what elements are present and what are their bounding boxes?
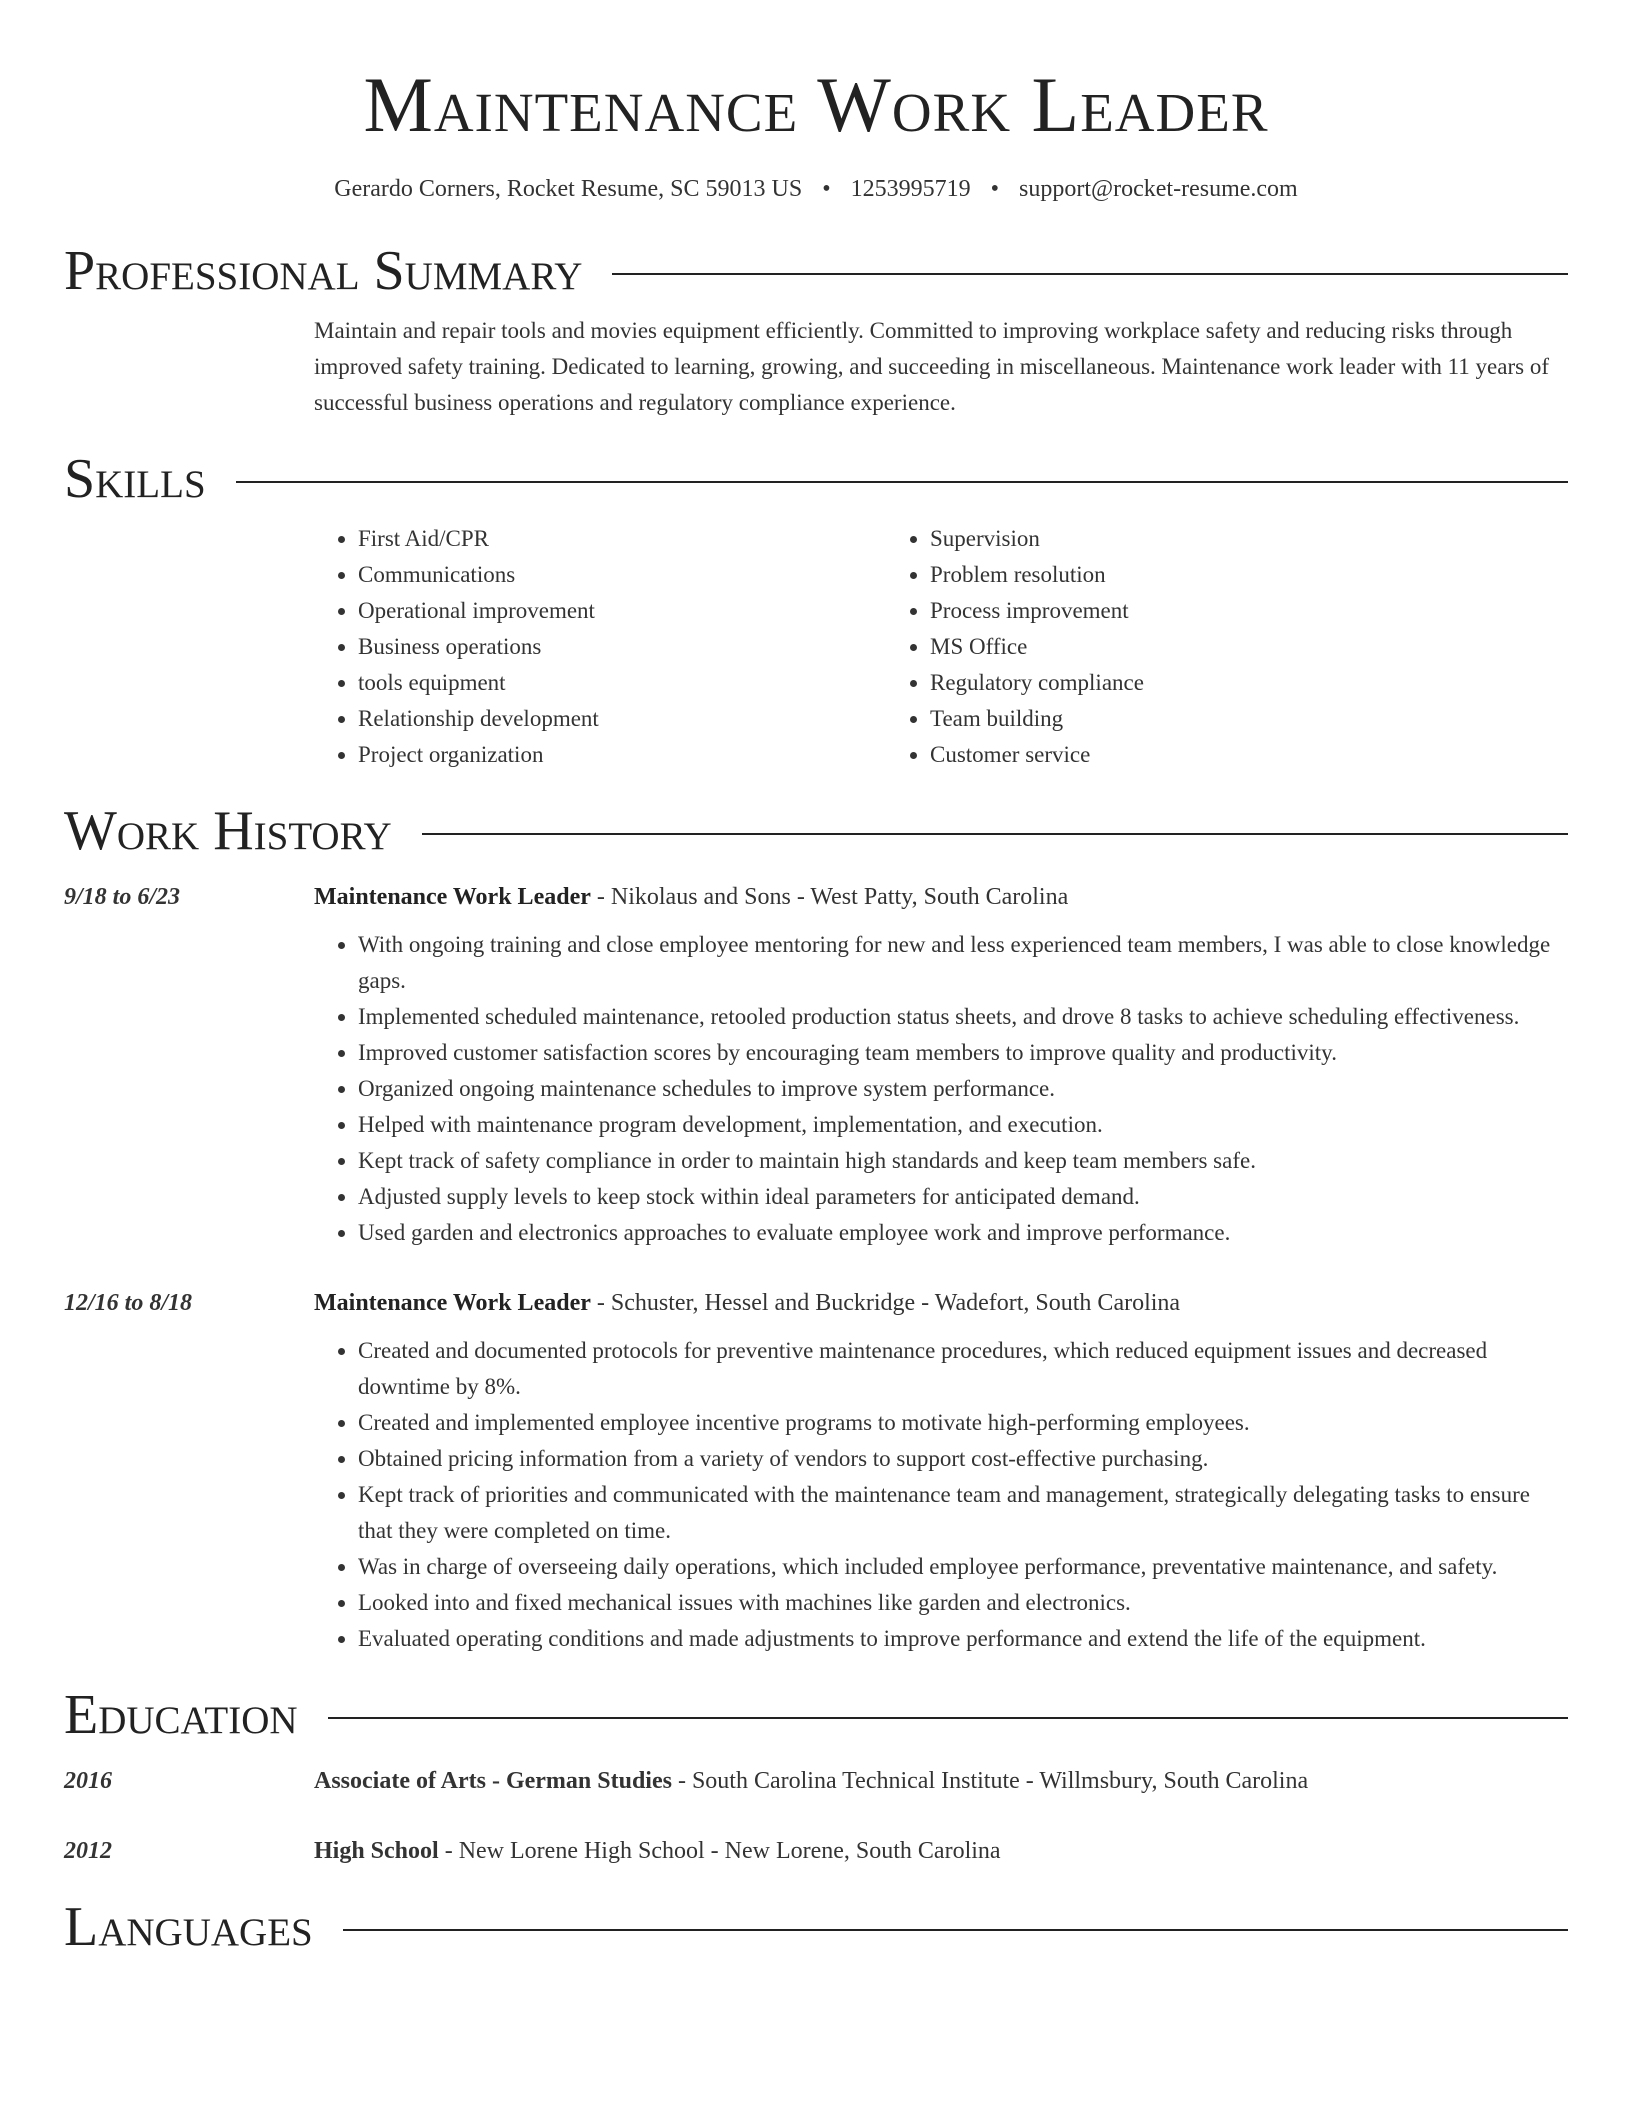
skills-list [314, 521, 1568, 773]
job-bullet: • Looked into and fixed mechanical issues with machines like garden and electronics. [358, 1585, 1568, 1621]
education-section-header [64, 1684, 1568, 1746]
contact-line [64, 176, 1568, 203]
job-bullet: • Organized ongoing maintenance schedules to improve system performance. [358, 1071, 1568, 1107]
summary-heading: Professional Summary [64, 240, 583, 302]
contact-email: support@rocket-resume.com [1019, 176, 1298, 202]
education-year: 2012 [64, 1838, 112, 1864]
education-details: - New Lorene High School - New Lorene, South Carolina [438, 1838, 1001, 1864]
job-title: Maintenance Work Leader [314, 884, 591, 910]
skill-item: • Supervision [930, 521, 1144, 557]
skill-item: • Problem resolution [930, 557, 1144, 593]
education-heading: Education [64, 1684, 298, 1746]
skill-item: • Project organization [358, 737, 886, 773]
resume-name: Maintenance Work Leader [363, 61, 1269, 148]
job-bullet: • Obtained pricing information from a variety of vendors to support cost-effective purchasing. [358, 1441, 1568, 1477]
skill-item: • Process improvement [930, 593, 1144, 629]
skill-item: • Operational improvement [358, 593, 886, 629]
education-degree: Associate of Arts - German Studies [314, 1768, 672, 1794]
job-bullet: • With ongoing training and close employee mentoring for new and less experienced team members, I was able to close knowledge gaps. [358, 927, 1568, 999]
skill-item: • Business operations [358, 629, 886, 665]
job-bullet: • Evaluated operating conditions and made adjustments to improve performance and extend the life of the equipment. [358, 1621, 1568, 1657]
job-bullet: • Created and implemented employee incentive programs to motivate high-performing employees. [358, 1405, 1568, 1441]
section-divider [343, 1929, 1568, 1931]
job-bullet: • Created and documented protocols for preventive maintenance procedures, which reduced equipment issues and decreased downtime by 8%. [358, 1333, 1568, 1405]
work-heading: Work History [64, 800, 392, 862]
skill-item: • First Aid/CPR [358, 521, 886, 557]
contact-separator: • [990, 176, 1000, 202]
skills-column-1 [314, 521, 886, 773]
skills-heading: Skills [64, 448, 206, 510]
job-bullet: • Kept track of priorities and communicated with the maintenance team and management, strategically delegating tasks to ensure that they were completed on time. [358, 1477, 1568, 1549]
section-divider [422, 833, 1568, 835]
skill-item: • Regulatory compliance [930, 665, 1144, 701]
education-year: 2016 [64, 1768, 112, 1794]
work-section-header [64, 800, 1568, 862]
languages-heading: Languages [64, 1896, 313, 1958]
skill-item: • Communications [358, 557, 886, 593]
education-header [314, 1763, 1308, 1799]
job-dates: 12/16 to 8/18 [64, 1290, 193, 1316]
job-bullet: • Improved customer satisfaction scores by encouraging team members to improve quality and productivity. [358, 1035, 1568, 1071]
education-entry [64, 1833, 1568, 1869]
job-entry [64, 879, 1568, 1251]
job-dates: 9/18 to 6/23 [64, 884, 181, 910]
job-bullets [314, 927, 1568, 1251]
skill-item: • Customer service [930, 737, 1144, 773]
section-divider [236, 481, 1568, 483]
job-bullet: • Kept track of safety compliance in order to maintain high standards and keep team members safe. [358, 1143, 1568, 1179]
section-divider [612, 273, 1568, 275]
skill-item: • MS Office [930, 629, 1144, 665]
job-title: Maintenance Work Leader [314, 1290, 591, 1316]
education-degree: High School [314, 1838, 439, 1864]
job-bullet: • Helped with maintenance program development, implementation, and execution. [358, 1107, 1568, 1143]
job-bullet: • Used garden and electronics approaches to evaluate employee work and improve performance. [358, 1215, 1568, 1251]
job-details: - Nikolaus and Sons - West Patty, South Carolina [590, 884, 1069, 910]
skills-column-2 [886, 521, 1144, 773]
education-header [314, 1833, 1001, 1869]
job-bullet: • Implemented scheduled maintenance, retooled production status sheets, and drove 8 tasks to achieve scheduling effectiveness. [358, 999, 1568, 1035]
job-bullets [314, 1333, 1568, 1657]
contact-address: Gerardo Corners, Rocket Resume, SC 59013 US [334, 176, 803, 202]
job-header [314, 879, 1568, 915]
job-entry [64, 1285, 1568, 1657]
skill-item: • Team building [930, 701, 1144, 737]
skill-item: • tools equipment [358, 665, 886, 701]
skill-item: • Relationship development [358, 701, 886, 737]
summary-section-header [64, 240, 1568, 302]
education-details: - South Carolina Technical Institute - Willmsbury, South Carolina [671, 1768, 1309, 1794]
contact-separator: • [822, 176, 831, 202]
job-bullet: • Adjusted supply levels to keep stock within ideal parameters for anticipated demand. [358, 1179, 1568, 1215]
job-bullet: • Was in charge of overseeing daily operations, which included employee performance, preventative maintenance, and safety. [358, 1549, 1568, 1585]
skills-section-header [64, 448, 1568, 510]
job-header [314, 1285, 1568, 1321]
contact-phone: 1253995719 [850, 176, 971, 202]
languages-section-header [64, 1896, 1568, 1958]
summary-text: Maintain and repair tools and movies equipment efficiently. Committed to improving workplace safety and reducing risks through improved safety training. Dedicated to learning, growing, and succeeding in miscellaneous. Maintenance work leader with 11 years of successful business operations and regulatory compliance experience. [314, 318, 1549, 415]
job-details: - Schuster, Hessel and Buckridge - Wadefort, South Carolina [590, 1290, 1181, 1316]
section-divider [328, 1717, 1568, 1719]
education-entry [64, 1763, 1568, 1799]
